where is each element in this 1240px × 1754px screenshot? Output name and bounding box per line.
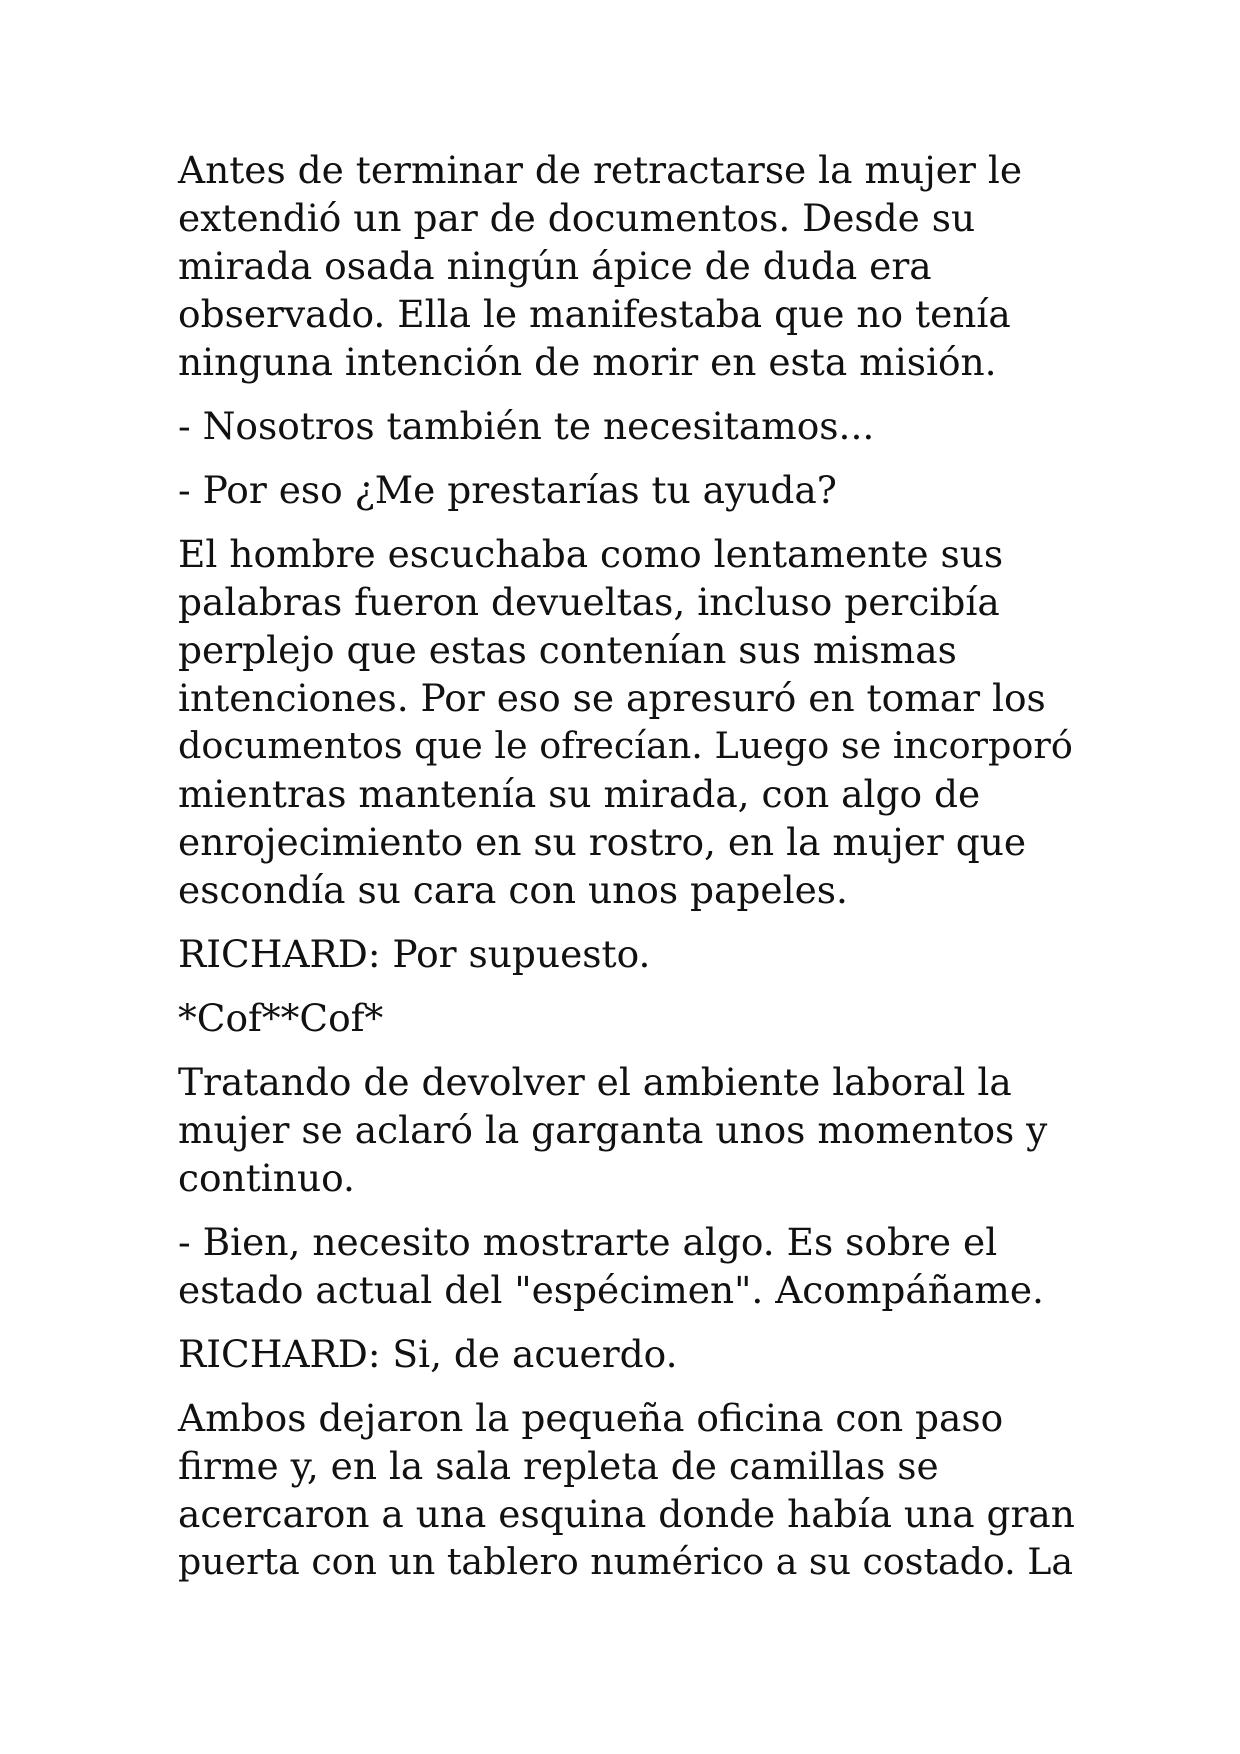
dialogue-line-richard [178,1330,1078,1378]
text-line: Ambos dejaron la pequeña oficina con paso [178,1396,1004,1440]
text-line: Antes de terminar de retractarse la mujer le [178,148,1023,192]
text-line: RICHARD: Si, de acuerdo. [178,1332,678,1376]
text-line: estado actual del "espécimen". Acompáñame. [178,1268,1044,1312]
paragraph-10 [178,1394,1078,1586]
paragraph-4 [178,530,1078,914]
text-line: mujer se aclaró la garganta unos momentos y [178,1108,1048,1152]
text-line: RICHARD: Por supuesto. [178,932,651,976]
text-line: firme y, en la sala repleta de camillas se [178,1444,939,1488]
text-line: perplejo que estas contenían sus mismas [178,628,957,672]
text-line: enrojecimiento en su rostro, en la mujer que [178,820,1027,864]
text-line: observado. Ella le manifestaba que no tenía [178,292,1011,336]
text-line: intenciones. Por eso se apresuró en tomar los [178,676,1046,720]
document-page [178,146,1078,1602]
dialogue-line [178,402,1078,450]
text-line: Tratando de devolver el ambiente laboral la [178,1060,1012,1104]
paragraph-7 [178,1058,1078,1202]
text-line: palabras fueron devueltas, incluso percibía [178,580,1000,624]
dialogue-line [178,466,1078,514]
text-line: ninguna intención de morir en esta misión. [178,340,997,384]
text-line: - Por eso ¿Me prestarías tu ayuda? [178,468,837,512]
text-line: puerta con un tablero numérico a su costado. La [178,1540,1074,1583]
text-line: *Cof**Cof* [178,996,384,1040]
sound-effect [178,994,1078,1042]
dialogue-line [178,1218,1078,1314]
text-line: mirada osada ningún ápice de duda era [178,244,932,288]
text-line: - Nosotros también te necesitamos... [178,404,875,448]
text-line: documentos que le ofrecían. Luego se incorporó [178,724,1073,767]
paragraph-1 [178,146,1078,386]
text-line: El hombre escuchaba como lentamente sus [178,532,1004,576]
text-line: mientras mantenía su mirada, con algo de [178,772,981,816]
text-line: continuo. [178,1156,355,1200]
text-line: extendió un par de documentos. Desde su [178,196,976,240]
text-line: escondía su cara con unos papeles. [178,868,848,912]
text-line: acercaron a una esquina donde había una gran [178,1492,1075,1536]
text-line: - Bien, necesito mostrarte algo. Es sobre el [178,1220,998,1264]
dialogue-line-richard [178,930,1078,978]
